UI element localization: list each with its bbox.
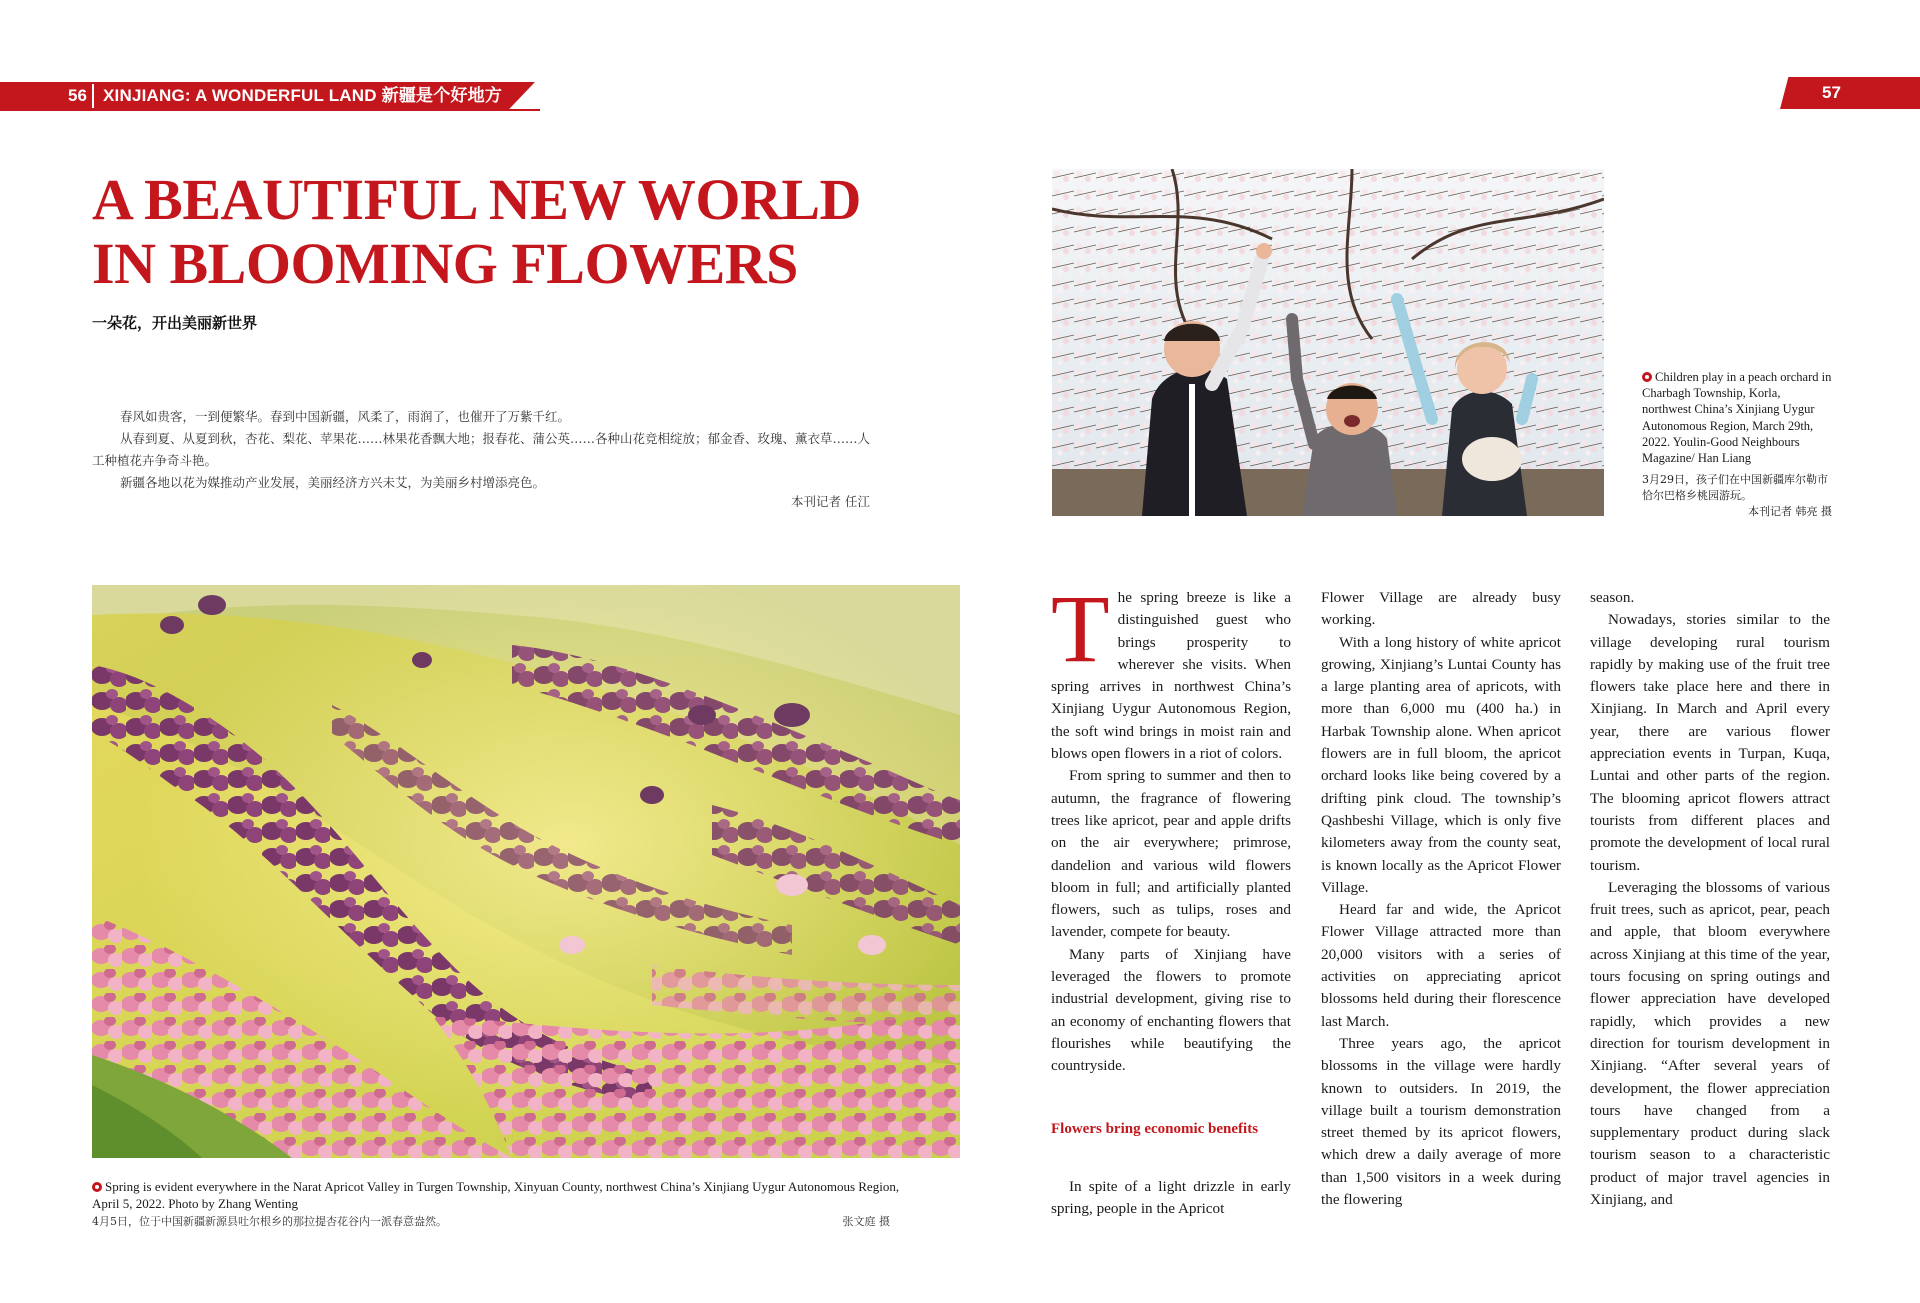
caption-byline-cn: 本刊记者 韩亮 摄: [1748, 505, 1832, 519]
body-column-1: [1051, 575, 1291, 1220]
intro-paragraph: 从春到夏、从夏到秋，杏花、梨花、苹果花……林果花香飘大地；报春花、蒲公英……各种山花竞相绽放；郁金香、玫瑰、薰衣草……人工种植花卉争奇斗艳。: [92, 431, 871, 468]
body-paragraph: Flower Village are already busy working.: [1321, 589, 1561, 629]
title-line-1: A BEAUTIFUL NEW WORLD: [92, 167, 861, 232]
caption-text-cn: 3月29日，孩子们在中国新疆库尔勒市恰尔巴格乡桃园游玩。: [1642, 473, 1828, 503]
body-paragraph: [1051, 575, 1291, 765]
chinese-intro: [92, 406, 882, 494]
body-column-3: [1590, 587, 1830, 1211]
body-text: he spring breeze is like a distinguished guest who brings prosperity to wherever she visits. When spring arrives in northwest China’s Xinjiang Uygur Autonomous Region, the soft wind brings in moist rain and blows open flowers in a riot of colors.: [1051, 589, 1291, 763]
running-header-right: [1780, 77, 1920, 109]
body-paragraph: Many parts of Xinjiang have leveraged the flowers to promote industrial development, giving rise to an economy of enchanting flowers that flourishes while beautifying the countryside.: [1051, 945, 1291, 1075]
page-number-left: 56: [68, 86, 87, 105]
caption-text-en: Spring is evident everywhere in the Narat Apricot Valley in Turgen Township, Xinyuan County, northwest China’s Xinjiang Uygur Autonomous Region, April 5, 2022. Photo by Zhang Wenting: [92, 1179, 900, 1211]
body-paragraph: Three years ago, the apricot blossoms in the village were hardly known to outsiders. In 2019, the village built a tourism demonstration street themed by its apricot flowers, which drew a daily average of more than 1,500 visitors in a week during the flowering: [1321, 1034, 1561, 1209]
children-orchard-illustration: [1052, 169, 1604, 516]
caption-bullet-icon: [1642, 372, 1652, 382]
header-separator: [92, 84, 94, 108]
valley-caption-byline-cn: 张文庭 摄: [842, 1215, 890, 1228]
body-paragraph: Nowadays, stories similar to the village developing rural tourism rapidly by making use of the fruit tree flowers take place here and there in Xinjiang. In March and April every year, there are various flower appreciation events in Turpan, Kuqa, Luntai and other parts of the region. The blooming apricot flowers attract tourists from different places and promote the development of local rural tourism.: [1590, 611, 1830, 874]
valley-photo-caption: [92, 1178, 902, 1212]
body-paragraph: With a long history of white apricot growing, Xinjiang’s Luntai County has a large planting area of apricots, with more than 6,000 mu (400 ha.) in Harbak Township alone. When apricot flowers are in full bloom, the apricot orchard looks like being covered by a drifting pink cloud. The township’s Qashbeshi Village, which is only five kilometers away from the county seat, is known locally as the Apricot Flower Village.: [1321, 633, 1561, 896]
caption-bullet-icon: [92, 1182, 102, 1192]
section-title: XINJIANG: A WONDERFUL LAND 新疆是个好地方: [103, 86, 503, 105]
body-paragraph: season.: [1590, 589, 1635, 606]
children-photo-caption: [1642, 369, 1832, 520]
page-number-right: 57: [1822, 83, 1841, 102]
body-paragraph: In spite of a light drizzle in early spring, people in the Apricot: [1051, 1177, 1291, 1218]
drop-cap: T: [1051, 575, 1110, 682]
apricot-valley-photo: [92, 585, 960, 1158]
article-subtitle-cn: 一朵花，开出美丽新世界: [92, 314, 258, 332]
running-header-left: [0, 82, 540, 110]
body-paragraph: Leveraging the blossoms of various fruit trees, such as apricot, pear, peach and apple, that bloom everywhere across Xinjiang at this time of the year, tours focusing on spring outings and flower appreciation have developed rapidly, which provides a new direction for tourism development in Xinjiang. “After several years of development, the flower appreciation tours have changed from a supplementary product during slack tourism season to a characteristic product of major travel agencies in Xinjiang, and: [1590, 878, 1830, 1209]
author-byline-cn: 本刊记者 任江: [791, 494, 870, 509]
caption-text-en: Children play in a peach orchard in Charbagh Township, Korla, northwest China’s Xinjiang Uygur Autonomous Region, March 29th, 2022. Youlin-Good Neighbours Magazine/ Han Liang: [1642, 370, 1832, 466]
valley-caption-cn: 4月5日，位于中国新疆新源县吐尔根乡的那拉提杏花谷内一派春意盎然。: [92, 1215, 447, 1228]
section-subhead: Flowers bring economic benefits: [1051, 1120, 1259, 1137]
header-bar-right: [1780, 77, 1920, 109]
title-line-2: IN BLOOMING FLOWERS: [92, 231, 798, 296]
article-title: [92, 168, 992, 296]
body-paragraph: Heard far and wide, the Apricot Flower Village attracted more than 20,000 visitors with a series of activities on appreciating apricot blossoms held during their florescence last March.: [1321, 901, 1561, 1030]
intro-paragraph: 春风如贵客，一到便繁华。春到中国新疆，风柔了，雨润了，也催开了万紫千红。: [120, 409, 571, 424]
body-column-2: [1321, 587, 1561, 1211]
apricot-valley-illustration: [92, 585, 960, 1158]
body-paragraph: From spring to summer and then to autumn, the fragrance of flowering trees like apricot, pear and apple drifts on the air everywhere; primrose, dandelion and various wild flowers bloom in full; and artificially planted flowers, such as tulips, roses and lavender, compete for beauty.: [1051, 767, 1291, 941]
intro-paragraph: 新疆各地以花为媒推动产业发展，美丽经济方兴未艾，为美丽乡村增添亮色。: [120, 475, 546, 490]
children-orchard-photo: [1052, 169, 1604, 516]
